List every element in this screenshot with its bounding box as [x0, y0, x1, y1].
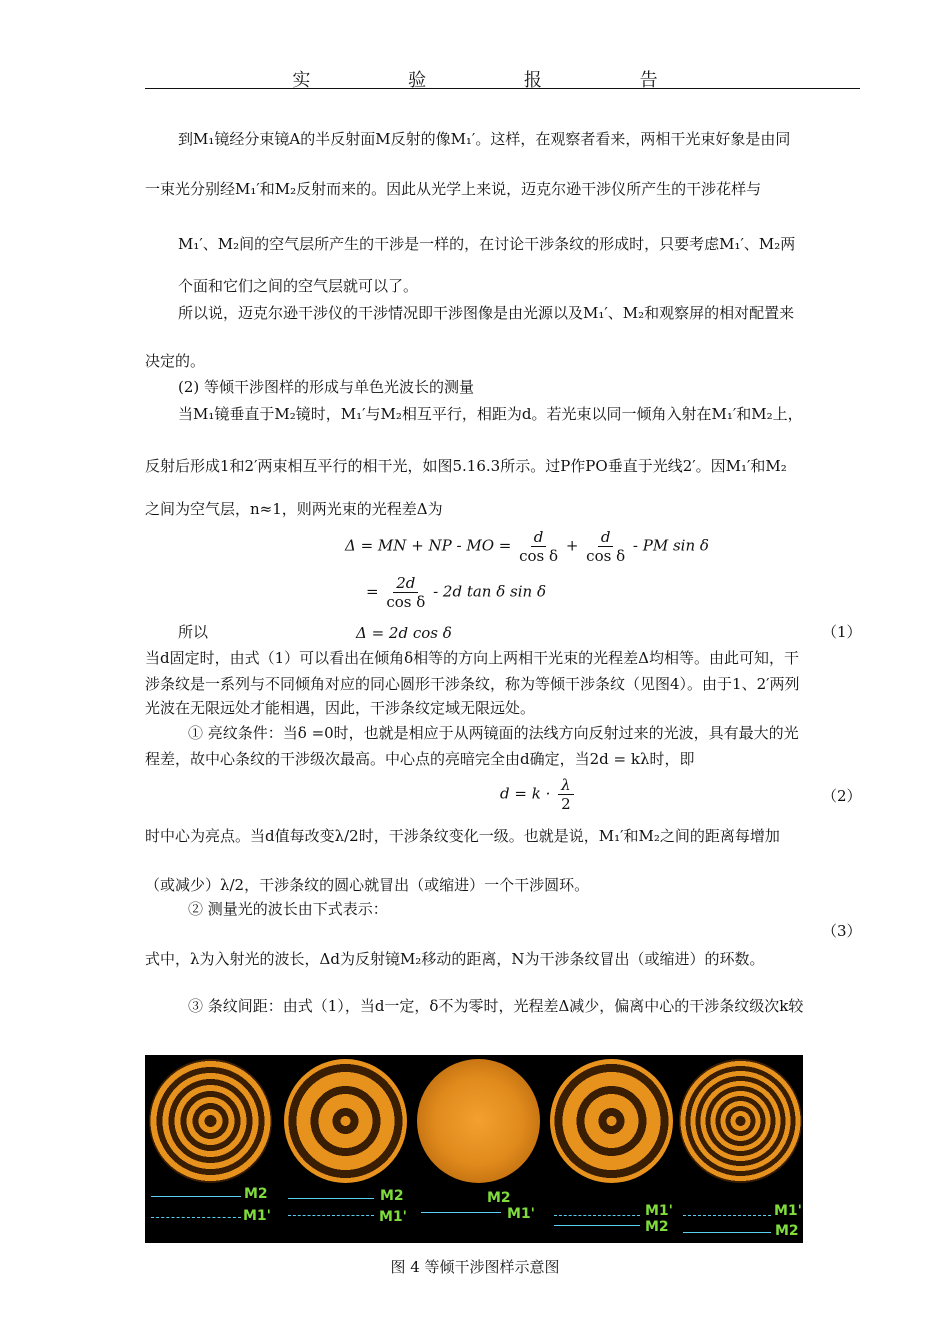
header-rule — [145, 88, 860, 89]
text-line: 反射后形成1和2′两束相互平行的相干光，如图5.16.3所示。过P作PO垂直于光线2′。因M₁′和M₂ — [145, 457, 787, 475]
label-m2: M2 — [244, 1186, 268, 1202]
label-m1prime: M1' — [645, 1203, 673, 1219]
mirror-line-dashed — [288, 1215, 374, 1216]
label-m1prime: M1' — [243, 1208, 271, 1224]
label-m2: M2 — [645, 1219, 669, 1235]
figure-panel-5 — [675, 1055, 803, 1243]
label-m1prime: M1' — [774, 1203, 802, 1219]
label-m2: M2 — [380, 1188, 404, 1204]
text-line: 个面和它们之间的空气层就可以了。 — [178, 277, 419, 295]
text-line: 之间为空气层，n≈1，则两光束的光程差Δ为 — [145, 500, 443, 518]
text-line: ② 测量光的波长由下式表示： — [188, 900, 388, 918]
equation-2: d = k · $\frac{\lambda}{2}$ — [500, 776, 577, 813]
fringe-rings — [284, 1059, 407, 1183]
page-header: 实 验 报 告 — [292, 70, 704, 91]
text-line: 到M₁镜经分束镜A的半反射面M反射的像M₁′。这样，在观察者看来，两相干光束好象是由同 — [178, 130, 791, 148]
text-line: 时中心为亮点。当d值每改变λ/2时，干涉条纹变化一级。也就是说，M₁′和M₂之间的距离每增加 — [145, 827, 780, 845]
mirror-line-dashed — [683, 1215, 771, 1216]
text-line: ③ 条纹间距：由式（1），当d一定，δ不为零时，光程差Δ减少，偏离中心的干涉条纹级次k较 — [188, 997, 804, 1015]
text-line: 光波在无限远处才能相遇，因此，干涉条纹定域无限远处。 — [145, 699, 536, 717]
text-line: 式中，λ为入射光的波长，Δd为反射镜M₂移动的距离，N为干涉条纹冒出（或缩进）的环数。 — [145, 950, 765, 968]
mirror-line-solid — [421, 1212, 501, 1213]
equation-1-line1: Δ = MN + NP - MO = $\frac{d}{\text{cos δ}}$ + $\frac{d}{\text{cos δ}}$ - PM sin δ — [345, 528, 709, 565]
equation-number: （2） — [822, 787, 862, 805]
text-line: ① 亮纹条件：当δ =0时，也就是相应于从两镜面的法线方向反射过来的光波，具有最大的光 — [188, 724, 799, 742]
mirror-line-dashed — [151, 1217, 241, 1218]
figure-panel-2 — [278, 1055, 409, 1243]
mirror-line-solid — [288, 1198, 374, 1199]
figure-caption: 图 4 等倾干涉图样示意图 — [390, 1258, 560, 1276]
equation-1-line2: = $\frac{2d}{\text{cos δ}}$ - 2d tan δ sin δ — [366, 574, 546, 611]
fringe-rings — [679, 1059, 802, 1183]
uniform-field — [417, 1059, 540, 1183]
figure-interference-patterns — [145, 1055, 803, 1243]
text-line: 所以说，迈克尔逊干涉仪的干涉情况即干涉图像是由光源以及M₁′、M₂和观察屏的相对配置来 — [178, 304, 795, 322]
label-m1prime: M1' — [507, 1206, 535, 1222]
fringe-rings — [550, 1059, 673, 1183]
text-line: 程差，故中心条纹的干涉级次最高。中心点的亮暗完全由d确定，当2d = kλ时，即 — [145, 750, 695, 768]
equation-number: （1） — [822, 623, 862, 641]
text-suoyi: 所以 — [178, 623, 209, 641]
figure-panel-4 — [544, 1055, 673, 1243]
figure-panel-1 — [145, 1055, 276, 1243]
equation-number: （3） — [822, 922, 862, 940]
text-line: 涉条纹是一系列与不同倾角对应的同心圆形干涉条纹，称为等倾干涉条纹（见图4）。由于1、2′两列 — [145, 675, 800, 693]
label-m2: M2 — [775, 1223, 799, 1239]
equation-1-result: Δ = 2d cos δ — [356, 624, 452, 642]
text-line: 当M₁镜垂直于M₂镜时，M₁′与M₂相互平行，相距为d。若光束以同一倾角入射在M₁′和M₂上， — [178, 405, 803, 423]
text-line: 当d固定时，由式（1）可以看出在倾角δ相等的方向上两相干光束的光程差Δ均相等。由此可知，干 — [145, 649, 800, 667]
label-m2: M2 — [487, 1190, 511, 1206]
mirror-line-solid — [151, 1196, 241, 1197]
section-heading: (2) 等倾干涉图样的形成与单色光波长的测量 — [178, 378, 475, 396]
mirror-line-dashed — [554, 1215, 640, 1216]
text-line: （或减少）λ/2，干涉条纹的圆心就冒出（或缩进）一个干涉圆环。 — [145, 876, 590, 894]
mirror-line-solid — [554, 1225, 640, 1226]
text-line: 一束光分别经M₁′和M₂反射而来的。因此从光学上来说，迈克尔逊干涉仪所产生的干涉花样与 — [145, 180, 762, 198]
text-line: M₁′、M₂间的空气层所产生的干涉是一样的，在讨论干涉条纹的形成时，只要考虑M₁′、M₂两 — [178, 235, 796, 253]
text-line: 决定的。 — [145, 352, 206, 370]
fringe-rings — [149, 1059, 272, 1183]
mirror-line-solid — [683, 1232, 771, 1233]
label-m1prime: M1' — [379, 1209, 407, 1225]
figure-panel-3 — [411, 1055, 542, 1243]
